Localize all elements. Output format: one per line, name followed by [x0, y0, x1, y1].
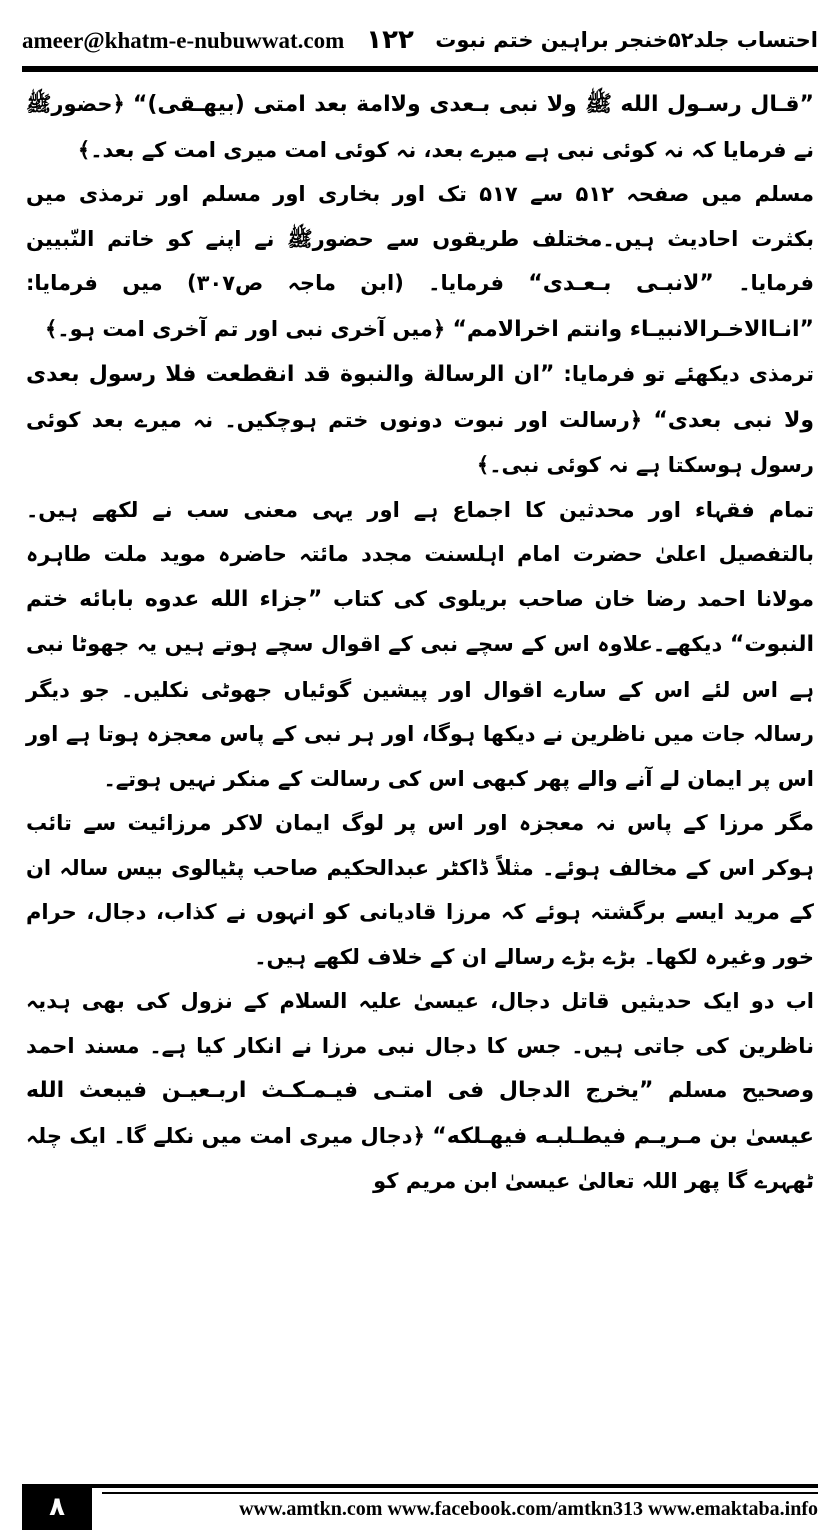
header-left: [22, 25, 414, 55]
paragraph: [26, 488, 814, 802]
footer-page-number: ۸: [22, 1484, 92, 1530]
page-body: [26, 82, 814, 1204]
footer-links: www.amtkn.com www.facebook.com/amtkn313 www.emaktaba.info: [239, 1498, 818, 1520]
urdu-text: ﴿حضورﷺ نے فرمایا کہ نہ کوئی نبی ہے میرے بعد، نہ کوئی امت میری امت کے بعد۔﴾: [26, 92, 814, 162]
arabic-quote: ”جزاء الله عدوه بابائه ختم النبوت“: [26, 586, 815, 657]
header-page-number: ۱۲۲: [366, 25, 414, 55]
arabic-quote: ”لانبـی بـعـدی“: [528, 271, 714, 296]
footer-rule-thin: [102, 1492, 818, 1494]
urdu-text: ﴿دجال میری امت میں نکلے گا۔ ایک چلہ ٹھہرے گا پھر اللہ تعالیٰ عیسیٰ ابن مریم کو: [26, 1123, 814, 1193]
footer-rule: [22, 1484, 818, 1488]
urdu-text: ﴿میں آخری نبی اور تم آخری امت ہو۔﴾: [44, 316, 446, 341]
paragraph: [26, 172, 814, 352]
urdu-text: ترمذی دیکھئے تو فرمایا:: [563, 362, 815, 386]
page-header: [22, 18, 818, 62]
page-footer: [22, 1484, 818, 1530]
urdu-text: مسلم میں صفحہ ۵۱۲ سے ۵۱۷ تک اور بخاری اور مسلم اور ترمذی میں بکثرت احادیث ہیں۔مختلف طریقوں سے حضورﷺ نے اپنے کو خاتم النّبیین فرمایا۔: [26, 182, 814, 295]
header-rule: [22, 66, 818, 72]
arabic-quote: ”یخرج الدجال فی امتـی فیـمـكـث اربـعیـن فیبعث الله عیسیٰ بن مـریـم فیطـلبـه فیهـلکه“: [26, 1078, 814, 1149]
arabic-quote: ”انـاالاخـرالانبیـاء وانتم اخرالامم“: [452, 316, 814, 342]
urdu-text: فرمایا۔ (ابن ماجہ ص۳۰۷) میں فرمایا:: [26, 271, 504, 295]
urdu-text: ﴿رسالت اور نبوت دونوں ختم ہوچکیں۔ نہ میرے بعد کوئی رسول ہوسکتا ہے نہ کوئی نبی۔﴾: [26, 407, 814, 477]
urdu-text: دیکھے۔علاوہ اس کے سچے نبی کے اقوال سچے ہوتے ہیں یہ جھوٹا نبی ہے اس لئے اس کے سارے اقوال اور پیشین گوئیاں جھوٹی نکلیں۔ جو دیگر رسالہ جات میں ناظرین نے دیکھا ہوگا، اور ہر نبی کے پاس معجزہ ہوتا ہے اور اس پر ایمان لے آنے والے پھر کبھی اس کی رسالت کے منکر نہیں ہوتے۔: [26, 632, 814, 791]
paragraph: [26, 82, 814, 172]
urdu-text: اب دو ایک حدیثیں قاتل دجال، عیسیٰ علیہ السلام کے نزول کی بھی ہدیہ ناظرین کی جاتی ہیں۔ جس کا دجال نبی مرزا نے انکار کیا ہے۔ مسند احمد وصحیح مسلم: [26, 989, 814, 1102]
header-email: ameer@khatm-e-nubuwwat.com: [22, 28, 345, 53]
paragraph: [26, 801, 814, 979]
arabic-quote: ”قـال رسـول الله ﷺ ولا نبی بـعدی ولاامة بعد امتی (بیهـقی)“: [132, 92, 814, 117]
urdu-text: تمام فقہاء اور محدثین کا اجماع ہے اور یہی معنی سب نے لکھے ہیں۔ بالتفصیل اعلیٰ حضرت امام اہلسنت مجدد مائتہ حاضرہ موید ملت طاہرہ مولانا احمد رضا خان صاحب بریلوی کی کتاب: [26, 497, 814, 611]
header-title: احتساب جلد۵۲خنجر براہین ختم نبوت: [435, 28, 818, 52]
arabic-quote: ”ان الرسالة والنبوة قد انقطعت فلا رسول بعدی ولا نبی بعدی“: [26, 362, 815, 433]
urdu-text: مگر مرزا کے پاس نہ معجزہ اور اس پر لوگ ایمان لاکر مرزائیت سے تائب ہوکر اس کے مخالف ہوئے۔ مثلاً ڈاکٹر عبدالحکیم صاحب پٹیالوی بیس سالہ ان کے مرید ایسے برگشتہ ہوئے کہ مرزا قادیانی کو انہوں نے کذاب، دجال، حرام خور وغیرہ لکھا۔ بڑے بڑے رسالے ان کے خلاف لکھے ہیں۔: [26, 811, 814, 969]
paragraph: [26, 979, 814, 1204]
paragraph: [26, 352, 814, 488]
